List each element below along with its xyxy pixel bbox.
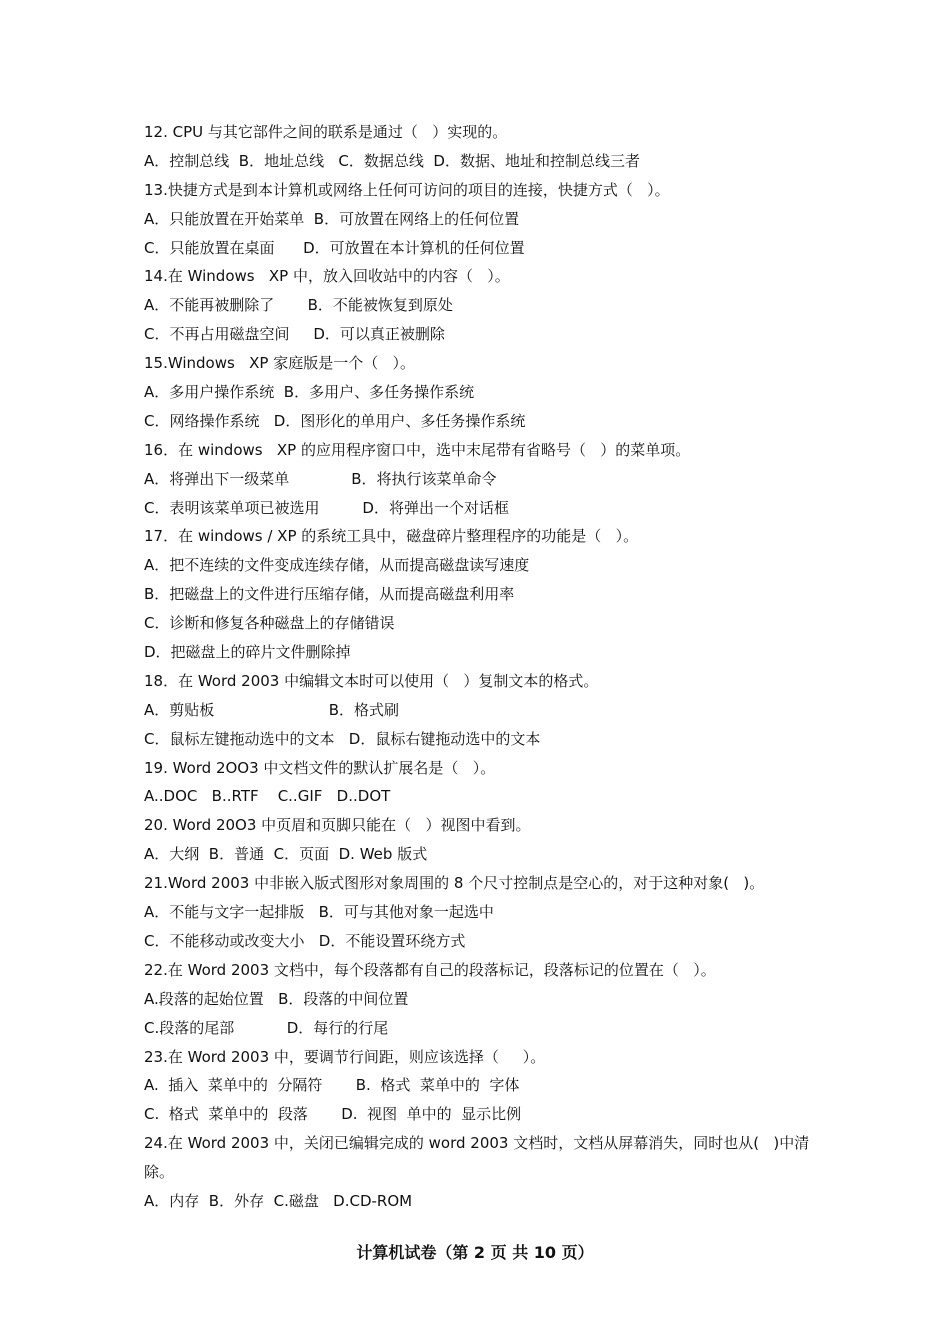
question-20-options: A．大纲 B．普通 C．页面 D. Web 版式 [144, 845, 428, 864]
question-23-options-cd: C. 格式 菜单中的 段落 D. 视图 单中的 显示比例 [144, 1105, 522, 1124]
question-21: 21.Word 2003 中非嵌入版式图形对象周围的 8 个尺寸控制点是空心的，对于这种对象( )。 [144, 874, 765, 893]
question-16-options-ab: A．将弹出下一级菜单 B．将执行该菜单命令 [144, 469, 497, 488]
question-23-options-ab: A. 插入 菜单中的 分隔符 B. 格式 菜单中的 字体 [144, 1076, 520, 1095]
question-22-options-ab: A.段落的起始位置 B．段落的中间位置 [144, 989, 409, 1008]
question-18: 18．在 Word 2003 中编辑文本时可以使用（ ）复制文本的格式。 [144, 671, 599, 690]
question-13-options-cd: C．只能放置在桌面 D．可放置在本计算机的任何位置 [144, 238, 525, 257]
question-24-options: A．内存 B．外存 C.磁盘 D.CD-ROM [144, 1191, 413, 1210]
question-15-options-cd: C．网络操作系统 D．图形化的单用户、多任务操作系统 [144, 411, 526, 430]
question-14: 14.在 Windows XP 中，放入回收站中的内容（ ）。 [144, 267, 510, 286]
question-12: 12. CPU 与其它部件之间的联系是通过（ ）实现的。 [144, 123, 508, 141]
question-16: 16．在 windows XP 的应用程序窗口中，选中末尾带有省略号（ ）的菜单项。 [144, 440, 691, 459]
question-18-options-cd: C．鼠标左键拖动选中的文本 D．鼠标右键拖动选中的文本 [144, 729, 541, 748]
question-17-option-d: D．把磁盘上的碎片文件删除掉 [144, 643, 351, 662]
question-24: 24.在 Word 2003 中，关闭已编辑完成的 word 2003 文档时，文档从屏幕消失，同时也从( )中清除。 [144, 1134, 810, 1182]
question-19-options: A..DOC B..RTF C..GIF D..DOT [144, 787, 391, 806]
question-17-option-c: C．诊断和修复各种磁盘上的存储错误 [144, 614, 395, 633]
question-12-options: A．控制总线 B．地址总线 C．数据总线 D．数据、地址和控制总线三者 [144, 151, 640, 170]
question-13: 13.快捷方式是到本计算机或网络上任何可访问的项目的连接，快捷方式（ ）。 [144, 180, 670, 199]
question-17: 17．在 windows / XP 的系统工具中，磁盘碎片整理程序的功能是（ ）。 [144, 527, 639, 546]
question-19: 19. Word 2OO3 中文档文件的默认扩展名是（ ）。 [144, 758, 496, 777]
question-18-options-ab: A．剪贴板 B．格式刷 [144, 700, 399, 719]
question-23: 23.在 Word 2003 中，要调节行间距，则应该选择（ ）。 [144, 1047, 546, 1066]
question-15: 15.Windows XP 家庭版是一个（ ）。 [144, 354, 416, 373]
question-14-options-ab: A．不能再被删除了 B．不能被恢复到原处 [144, 296, 453, 315]
page-footer: 计算机试卷（第 2 页 共 10 页） [356, 1243, 594, 1262]
question-21-options-cd: C．不能移动或改变大小 D．不能设置环绕方式 [144, 931, 466, 950]
question-22: 22.在 Word 2003 文档中，每个段落都有自己的段落标记，段落标记的位置在（ ）。 [144, 960, 716, 979]
question-20: 20. Word 20O3 中页眉和页脚只能在（ ）视图中看到。 [144, 816, 531, 835]
question-16-options-cd: C．表明该菜单项已被选用 D．将弹出一个对话框 [144, 498, 509, 517]
question-22-options-cd: C.段落的尾部 D．每行的行尾 [144, 1018, 389, 1037]
question-21-options-ab: A．不能与文字一起排版 B．可与其他对象一起选中 [144, 903, 494, 922]
question-14-options-cd: C．不再占用磁盘空间 D．可以真正被删除 [144, 325, 445, 344]
question-17-option-b: B．把磁盘上的文件进行压缩存储，从而提高磁盘利用率 [144, 585, 515, 604]
exam-question-list [144, 118, 824, 1216]
question-15-options-ab: A．多用户操作系统 B．多用户、多任务操作系统 [144, 383, 475, 402]
question-13-options-ab: A．只能放置在开始菜单 B．可放置在网络上的任何位置 [144, 209, 520, 228]
question-17-option-a: A．把不连续的文件变成连续存储，从而提高磁盘读写速度 [144, 556, 530, 575]
